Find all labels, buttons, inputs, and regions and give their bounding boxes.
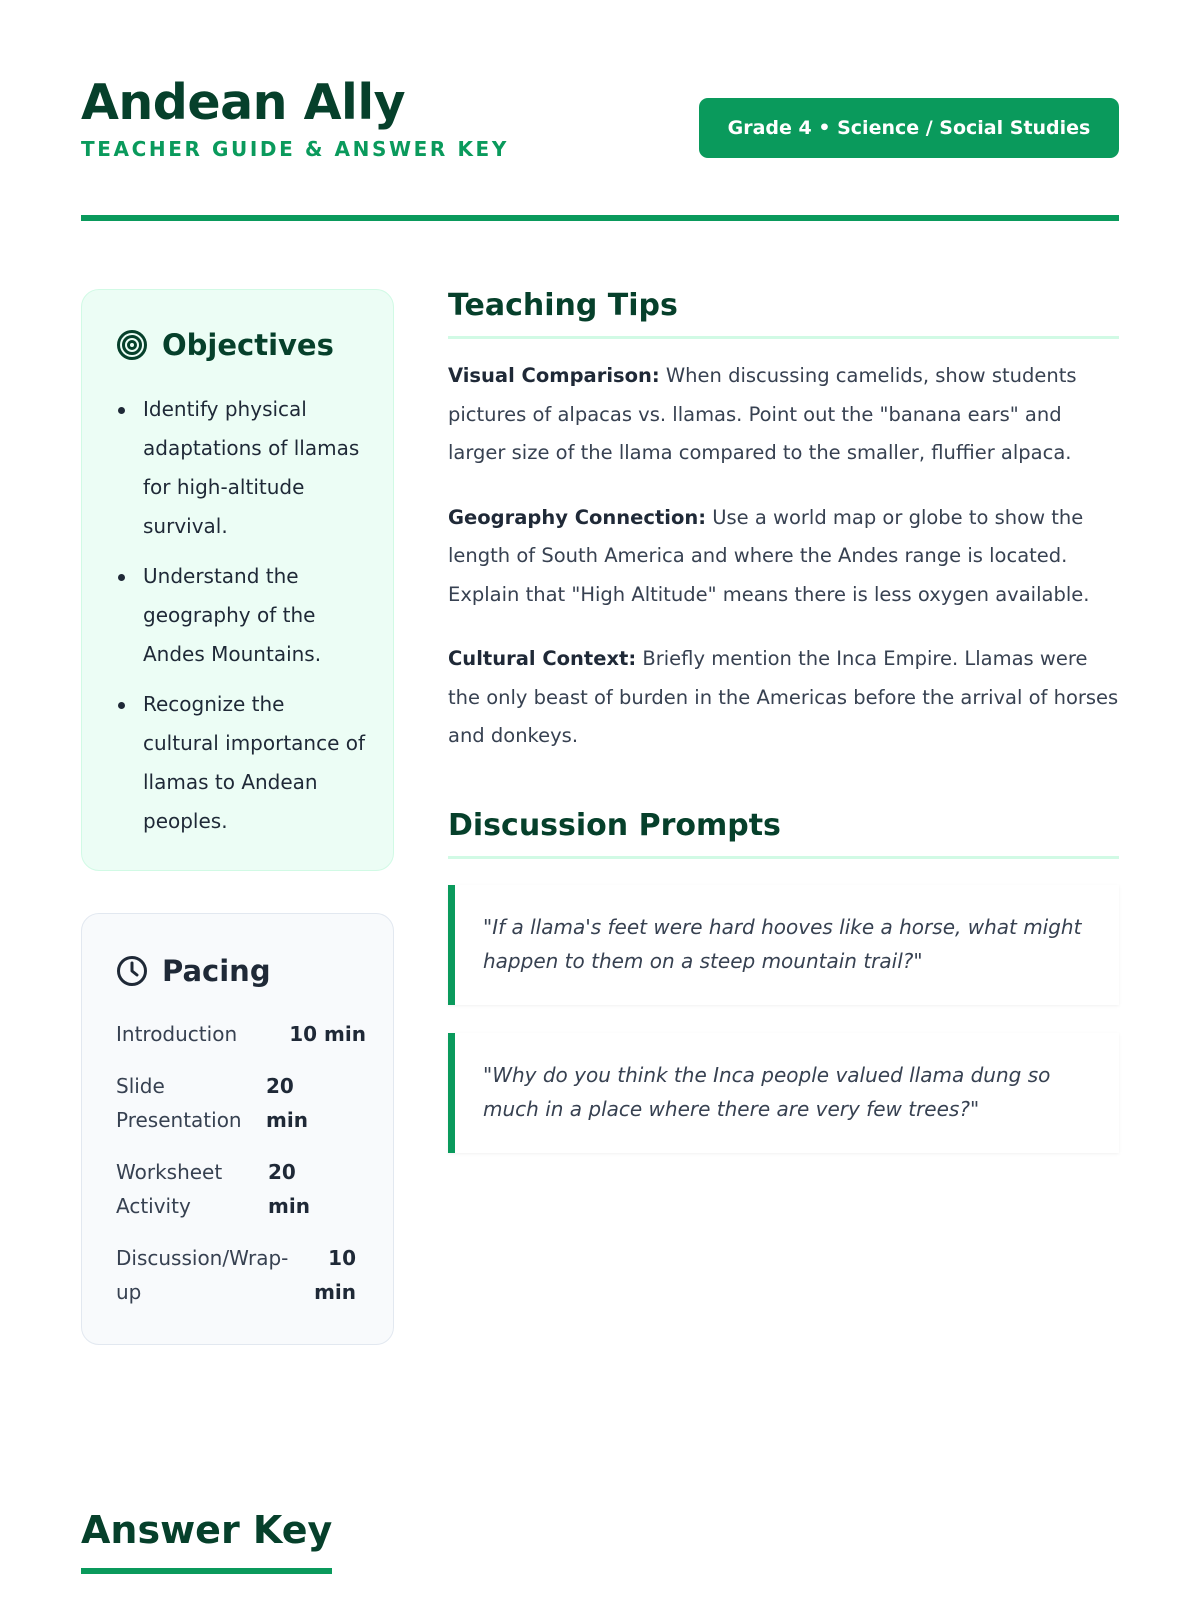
pacing-duration: 20 min: [266, 1074, 308, 1132]
target-icon: [116, 329, 148, 361]
pacing-row: [116, 1017, 366, 1051]
discussion-heading: Discussion Prompts: [448, 808, 1119, 859]
answer-key-heading: Answer Key: [81, 1510, 332, 1574]
pacing-activity: Discussion/Wrap-up: [116, 1246, 289, 1304]
pacing-duration: 10 min: [314, 1246, 356, 1304]
teaching-tip: [448, 357, 1119, 473]
pacing-activity: Worksheet Activity: [116, 1160, 223, 1218]
objectives-card: [81, 289, 394, 871]
page-header: [81, 74, 1119, 178]
tip-label: Visual Comparison:: [448, 364, 660, 387]
tip-label: Geography Connection:: [448, 505, 707, 529]
tip-text: When discussing camelids, show students pictures of alpacas vs. llamas. Point out the "banana ears" and larger size of the llama compared to the smaller, fluffier alpaca.: [448, 364, 1077, 464]
tip-label: Cultural Context:: [448, 647, 637, 670]
discussion-prompt: "If a llama's feet were hard hooves like a horse, what might happen to them on a steep mountain trail?": [448, 885, 1119, 1005]
teaching-tips-heading: Teaching Tips: [448, 288, 1119, 339]
teaching-tips-section: [448, 288, 1119, 756]
pacing-card: [81, 913, 394, 1345]
objectives-title-text: Objectives: [162, 328, 334, 362]
tip-text: Use a world map or globe to show the length of South America and where the Andes range is located. Explain that "High Altitude" means there is less oxygen available.: [448, 505, 1090, 606]
page-subtitle: TEACHER GUIDE & ANSWER KEY: [81, 137, 509, 161]
page-title: Andean Ally: [81, 74, 406, 131]
pacing-row: [116, 1241, 366, 1309]
main-content: [448, 288, 1119, 1153]
pacing-title: [116, 954, 271, 988]
pacing-table: [116, 1017, 366, 1327]
teaching-tips-list: [448, 357, 1119, 756]
pacing-duration: 20 min: [268, 1160, 310, 1218]
tip-text: Briefly mention the Inca Empire. Llamas were the only beast of burden in the Americas before the arrival of horses and donkeys.: [448, 647, 1119, 747]
objective-item: Identify physical adaptations of llamas for high-altitude survival.: [116, 390, 366, 546]
discussion-prompt: "Why do you think the Inca people valued llama dung so much in a place where there are very few trees?": [448, 1033, 1119, 1153]
clock-icon: [116, 955, 148, 987]
pacing-row: [116, 1155, 366, 1223]
header-divider: [81, 215, 1119, 221]
discussion-section: [448, 808, 1119, 1153]
pacing-row: [116, 1069, 366, 1137]
objectives-list: [116, 390, 366, 852]
pacing-duration: 10 min: [289, 1022, 366, 1046]
pacing-activity: Introduction: [116, 1022, 238, 1046]
objectives-title: [116, 328, 334, 362]
pacing-title-text: Pacing: [162, 954, 271, 988]
objective-item: Recognize the cultural importance of llamas to Andean peoples.: [116, 685, 366, 841]
teaching-tip: [448, 640, 1119, 756]
pacing-activity: Slide Presentation: [116, 1074, 242, 1132]
teaching-tip: [448, 499, 1119, 615]
objective-item: Understand the geography of the Andes Mountains.: [116, 557, 366, 674]
grade-subject-badge: Grade 4 • Science / Social Studies: [699, 98, 1119, 158]
answer-key-section: [81, 1510, 332, 1574]
